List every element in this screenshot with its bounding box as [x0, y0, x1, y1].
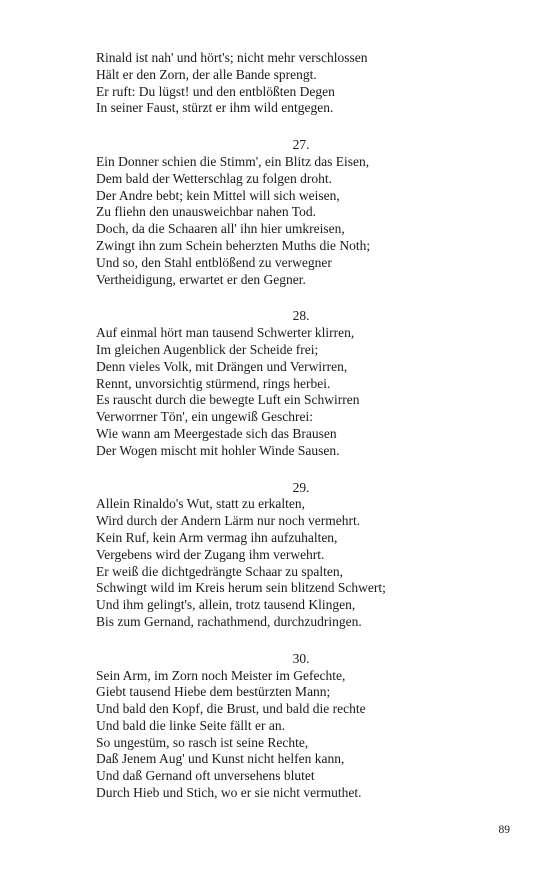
verse-line: In seiner Faust, stürzt er ihm wild entgegen.: [96, 100, 334, 116]
stanza-number: 28.: [292, 308, 310, 324]
stanza-number: 30.: [292, 650, 310, 666]
verse-line: Zwingt ihn zum Schein beherzten Muths die Noth;: [96, 237, 371, 253]
verse-line: Und ihm gelingt's, allein, trotz tausend Klingen,: [96, 597, 356, 613]
stanza-number: 27.: [292, 137, 310, 153]
verse-line: Durch Hieb und Stich, wo er sie nicht vermuthet.: [96, 785, 362, 801]
verse-line: Schwingt wild im Kreis herum sein blitzend Schwert;: [96, 580, 386, 596]
verse-line: Dem bald der Wetterschlag zu folgen droht.: [96, 170, 332, 186]
verse-line: Bis zum Gernand, rachathmend, durchzudringen.: [96, 613, 362, 629]
poem-text: [96, 50, 516, 802]
verse-line: Giebt tausend Hiebe dem bestürzten Mann;: [96, 684, 331, 700]
verse-line: Sein Arm, im Zorn noch Meister im Gefechte,: [96, 667, 346, 683]
stanza-28: [96, 308, 516, 459]
verse-line: Und bald den Kopf, die Brust, und bald die rechte: [96, 701, 366, 717]
verse-line: Der Andre bebt; kein Mittel will sich weisen,: [96, 187, 340, 203]
verse-line: Denn vieles Volk, mit Drängen und Verwirren,: [96, 358, 348, 374]
verse-line: Es rauscht durch die bewegte Luft ein Schwirren: [96, 392, 360, 408]
verse-line: Und so, den Stahl entblößend zu verwegner: [96, 254, 332, 270]
stanza-30: [96, 651, 516, 802]
verse-line: Ein Donner schien die Stimm', ein Blitz das Eisen,: [96, 153, 370, 169]
stanza-26-continuation: [96, 50, 516, 117]
stanza-number: 29.: [292, 479, 310, 495]
stanza-29: [96, 480, 516, 631]
verse-line: Hält er den Zorn, der alle Bande sprengt.: [96, 66, 317, 82]
verse-line: Wird durch der Andern Lärm nur noch vermehrt.: [96, 513, 361, 529]
verse-line: Er ruft: Du lügst! und den entblößten Degen: [96, 83, 335, 99]
stanza-27: [96, 137, 516, 288]
verse-line: Und daß Gernand oft unversehens blutet: [96, 768, 315, 784]
verse-line: Kein Ruf, kein Arm vermag ihn aufzuhalten,: [96, 529, 338, 545]
verse-line: Und bald die linke Seite fällt er an.: [96, 717, 285, 733]
verse-line: Verworrner Tön', ein ungewiß Geschrei:: [96, 409, 313, 425]
verse-line: Rinald ist nah' und hört's; nicht mehr verschlossen: [96, 50, 368, 65]
verse-line: Wie wann am Meergestade sich das Brausen: [96, 425, 337, 441]
verse-line: Rennt, unvorsichtig stürmend, rings herbei.: [96, 375, 331, 391]
verse-line: Er weiß die dichtgedrängte Schaar zu spalten,: [96, 563, 344, 579]
verse-line: Im gleichen Augenblick der Scheide frei;: [96, 341, 319, 357]
verse-line: Vertheidigung, erwartet er den Gegner.: [96, 271, 306, 287]
verse-line: Der Wogen mischt mit hohler Winde Sausen.: [96, 442, 340, 458]
verse-line: Auf einmal hört man tausend Schwerter klirren,: [96, 325, 355, 341]
verse-line: Zu fliehn den unausweichbar nahen Tod.: [96, 204, 316, 220]
verse-line: Vergebens wird der Zugang ihm verwehrt.: [96, 546, 325, 562]
verse-line: Daß Jenem Aug' und Kunst nicht helfen kann,: [96, 751, 345, 767]
verse-line: So ungestüm, so rasch ist seine Rechte,: [96, 734, 309, 750]
verse-line: Allein Rinaldo's Wut, statt zu erkalten,: [96, 496, 305, 512]
page-number: 89: [498, 824, 510, 836]
verse-line: Doch, da die Schaaren all' ihn hier umkreisen,: [96, 221, 345, 237]
